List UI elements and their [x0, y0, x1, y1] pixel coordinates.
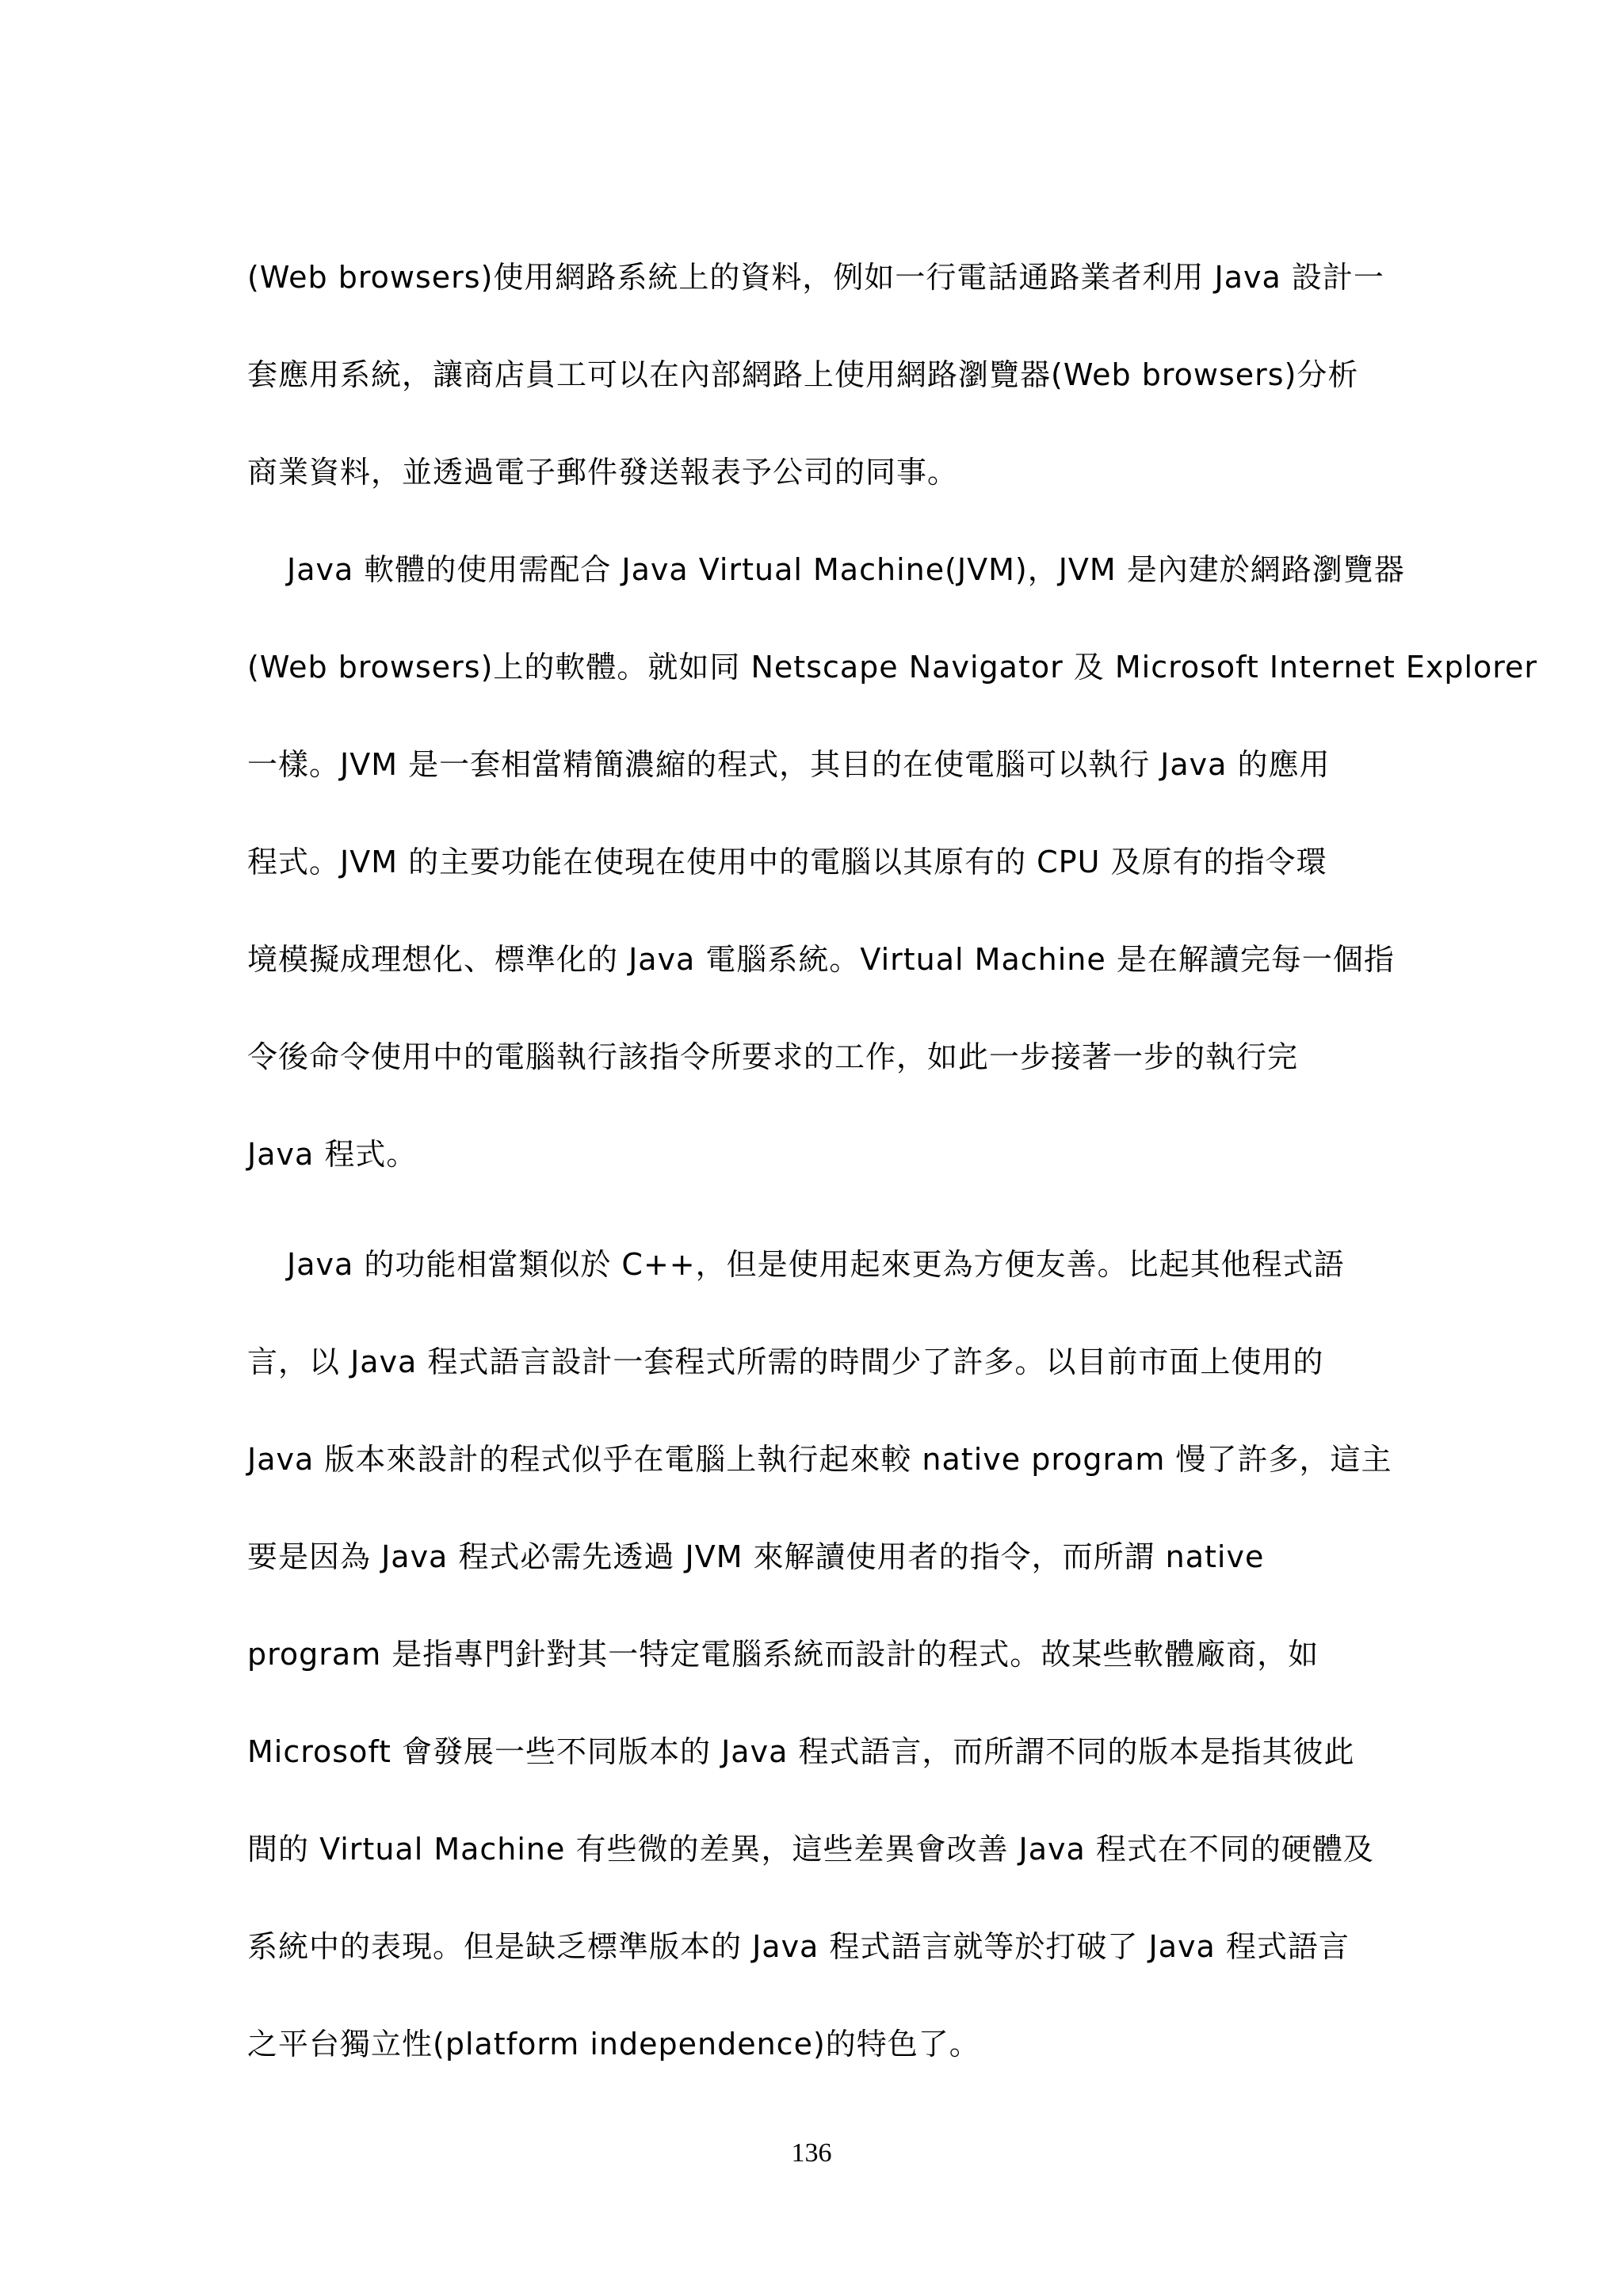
- text-line-15: program 是指專門針對其一特定電腦系統而設計的程式。故某些軟體廠商，如: [247, 1637, 1319, 1672]
- page-number: 136: [791, 2138, 832, 2168]
- text-line-10: Java 程式。: [247, 1137, 418, 1172]
- text-line-8: 境模擬成理想化、標準化的 Java 電腦系統。Virtual Machine 是在解讀完每一個指: [247, 942, 1395, 977]
- text-line-1: (Web browsers)使用網路系統上的資料，例如一行電話通路業者利用 Java 設計一: [247, 260, 1384, 295]
- text-line-2: 套應用系統，讓商店員工可以在內部網路上使用網路瀏覽器(Web browsers)分析: [247, 357, 1359, 392]
- text-line-4: Java 軟體的使用需配合 Java Virtual Machine(JVM)，JVM 是內建於網路瀏覽器: [287, 552, 1405, 587]
- text-line-19: 之平台獨立性(platform independence)的特色了。: [247, 2027, 980, 2061]
- text-line-16: Microsoft 會發展一些不同版本的 Java 程式語言，而所謂不同的版本是指其彼此: [247, 1734, 1355, 1769]
- text-line-12: 言，以 Java 程式語言設計一套程式所需的時間少了許多。以目前市面上使用的: [247, 1344, 1324, 1379]
- text-line-14: 要是因為 Java 程式必需先透過 JVM 來解讀使用者的指令，而所謂 native: [247, 1539, 1265, 1574]
- text-line-6: 一樣。JVM 是一套相當精簡濃縮的程式，其目的在使電腦可以執行 Java 的應用: [247, 747, 1331, 782]
- text-line-17: 間的 Virtual Machine 有些微的差異，這些差異會改善 Java 程式在不同的硬體及: [247, 1832, 1374, 1867]
- text-line-9: 令後命令使用中的電腦執行該指令所要求的工作，如此一步接著一步的執行完: [247, 1039, 1299, 1074]
- text-line-7: 程式。JVM 的主要功能在使現在使用中的電腦以其原有的 CPU 及原有的指令環: [247, 845, 1327, 879]
- text-line-3: 商業資料，並透過電子郵件發送報表予公司的同事。: [247, 455, 959, 490]
- text-line-13: Java 版本來設計的程式似乎在電腦上執行起來較 native program 慢了許多，這主: [247, 1442, 1392, 1477]
- text-line-18: 系統中的表現。但是缺乏標準版本的 Java 程式語言就等於打破了 Java 程式語言: [247, 1929, 1350, 1964]
- text-line-11: Java 的功能相當類似於 C++，但是使用起來更為方便友善。比起其他程式語: [287, 1247, 1345, 1282]
- text-line-5: (Web browsers)上的軟體。就如同 Netscape Navigator 及 Microsoft Internet Explorer: [247, 650, 1538, 685]
